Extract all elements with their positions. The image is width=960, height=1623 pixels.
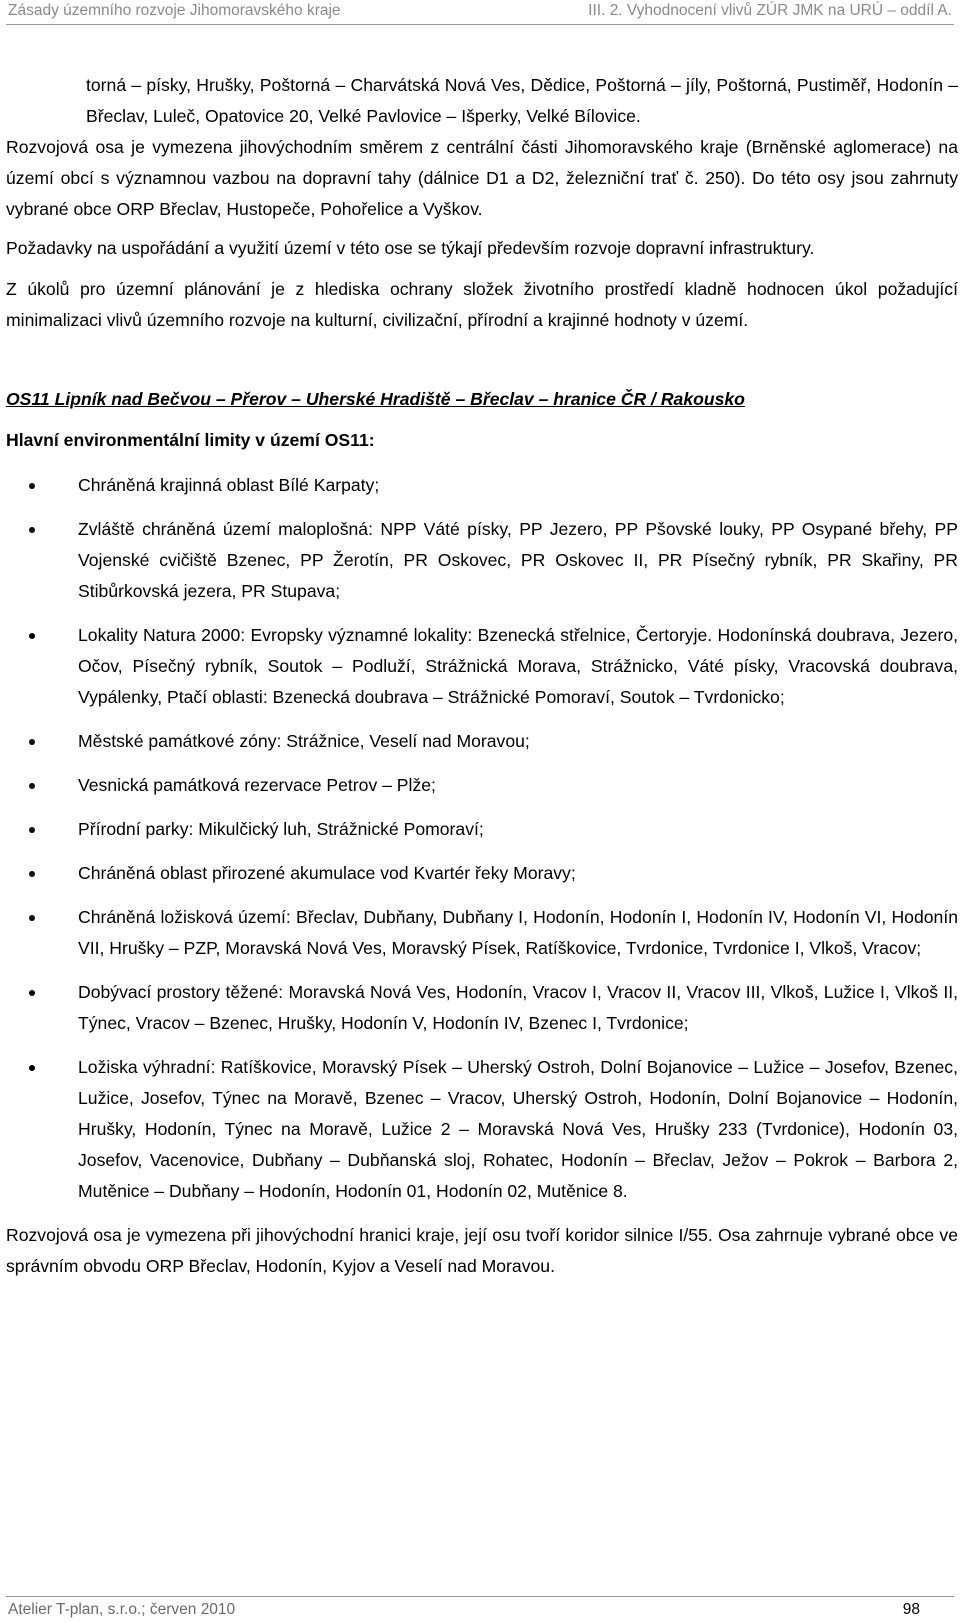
paragraph-axis-definition: Rozvojová osa je vymezena jihovýchodním směrem z centrální části Jihomoravského kraje (Brněnské aglomerace) na území obcí s významnou vazbou na dopravní tahy (dálnice D1 a D2, železniční trať č. 250). Do této osy jsou zahrnuty vybrané obce ORP Břeclav, Hustopeče, Pohořelice a Vyškov.: [6, 137, 958, 219]
bullet-icon: [29, 783, 35, 789]
bullet-icon: [29, 871, 35, 877]
list-item-text: Chráněná oblast přirozené akumulace vod Kvartér řeky Moravy;: [78, 863, 576, 883]
list-item-text: Zvláště chráněná území maloplošná: NPP Váté písky, PP Jezero, PP Pšovské louky, PP Osypané břehy, PP Vojenské cvičiště Bzenec, PP Žerotín, PR Oskovec, PR Oskovec II, PR Písečný rybník, PR Skařiny, PR Stibůrkovská jezera, PR Stupava;: [78, 519, 958, 601]
list-item: [6, 977, 958, 1039]
page-header: [6, 0, 954, 25]
closing-paragraph: Rozvojová osa je vymezena při jihovýchodní hranici kraje, její osu tvoří koridor silnice I/55. Osa zahrnuje vybrané obce ve správním obvodu ORP Břeclav, Hodonín, Kyjov a Veselí nad Moravou.: [6, 1225, 958, 1276]
list-item-text: Ložiska výhradní: Ratíškovice, Moravský Písek – Uherský Ostroh, Dolní Bojanovice – Lužice – Josefov, Bzenec, Lužice, Josefov, Týnec na Moravě, Bzenec – Vracov, Uherský Ostroh, Hodonín, Dolní Bojanovice – Hodonín, Hrušky, Hodonín, Týnec na Moravě, Lužice 2 – Moravská Nová Ves, Hrušky 233 (Tvrdonice), Hodonín 03, Josefov, Vacenovice, Dubňany – Dubňanská sloj, Rohatec, Hodonín – Břeclav, Ježov – Pokrok – Barbora 2, Mutěnice – Dubňany – Hodonín, Hodonín 01, Hodonín 02, Mutěnice 8.: [78, 1057, 958, 1201]
bullet-icon: [29, 483, 35, 489]
list-item-text: Městské památkové zóny: Strážnice, Veselí nad Moravou;: [78, 731, 530, 751]
continuation-paragraph: torná – písky, Hrušky, Poštorná – Charvátská Nová Ves, Dědice, Poštorná – jíly, Poštorná, Pustiměř, Hodonín – Břeclav, Luleč, Opatovice 20, Velké Pavlovice – Išperky, Velké Bílovice.: [86, 75, 958, 126]
environmental-limits-list: [6, 470, 958, 1207]
list-item-text: Lokality Natura 2000: Evropsky významné lokality: Bzenecká střelnice, Čertoryje. Hodonínská doubrava, Jezero, Očov, Písečný rybník, Soutok – Podluží, Strážnická Morava, Strážnicko, Váté písky, Vracovská doubrava, Vypálenky, Ptačí oblasti: Bzenecká doubrava – Strážnické Pomoraví, Soutok – Tvrdonicko;: [78, 625, 958, 707]
section-subheading: Hlavní environmentální limity v území OS11:: [6, 430, 375, 450]
bullet-icon: [29, 827, 35, 833]
list-item: [6, 814, 958, 845]
page-number: 98: [902, 1601, 920, 1618]
list-item-text: Chráněná ložisková území: Břeclav, Dubňany, Dubňany I, Hodonín, Hodonín I, Hodonín IV, Hodonín VI, Hodonín VII, Hrušky – PZP, Moravská Nová Ves, Moravský Písek, Ratíškovice, Tvrdonice, Tvrdonice I, Vlkoš, Vracov;: [78, 907, 958, 958]
header-section-title: III. 2. Vyhodnocení vlivů ZÚR JMK na URÚ – oddíl A.: [588, 2, 952, 19]
bullet-icon: [29, 739, 35, 745]
list-item: [6, 726, 958, 757]
bullet-icon: [29, 1065, 35, 1071]
paragraph-planning-tasks: Z úkolů pro územní plánování je z hlediska ochrany složek životního prostředí kladně hodnocen úkol požadující minimalizaci vlivů územního rozvoje na kulturní, civilizační, přírodní a krajinné hodnoty v území.: [6, 279, 958, 330]
list-item-text: Vesnická památková rezervace Petrov – Plže;: [78, 775, 436, 795]
list-item: [6, 1052, 958, 1207]
bullet-icon: [29, 527, 35, 533]
page-content: [6, 70, 958, 1282]
bullet-icon: [29, 633, 35, 639]
list-item: [6, 514, 958, 607]
section-heading: OS11 Lipník nad Bečvou – Přerov – Uherské Hradiště – Břeclav – hranice ČR / Rakousko: [6, 389, 745, 409]
list-item: [6, 470, 958, 501]
bullet-icon: [29, 990, 35, 996]
list-item: [6, 770, 958, 801]
header-document-title: Zásady územního rozvoje Jihomoravského kraje: [8, 2, 341, 19]
list-item: [6, 620, 958, 713]
list-item-text: Dobývací prostory těžené: Moravská Nová Ves, Hodonín, Vracov I, Vracov II, Vracov III, Vlkoš, Lužice I, Vlkoš II, Týnec, Vracov – Bzenec, Hrušky, Hodonín V, Hodonín IV, Bzenec I, Tvrdonice;: [78, 982, 958, 1033]
list-item-text: Přírodní parky: Mikulčický luh, Strážnické Pomoraví;: [78, 819, 484, 839]
page-footer: [6, 1596, 954, 1623]
footer-company: Atelier T-plan, s.r.o.; červen 2010: [8, 1601, 236, 1618]
bullet-icon: [29, 915, 35, 921]
list-item: [6, 858, 958, 889]
paragraph-requirements: Požadavky na uspořádání a využití území v této ose se týkají především rozvoje dopravní infrastruktury.: [6, 238, 815, 258]
list-item: [6, 902, 958, 964]
list-item-text: Chráněná krajinná oblast Bílé Karpaty;: [78, 475, 380, 495]
